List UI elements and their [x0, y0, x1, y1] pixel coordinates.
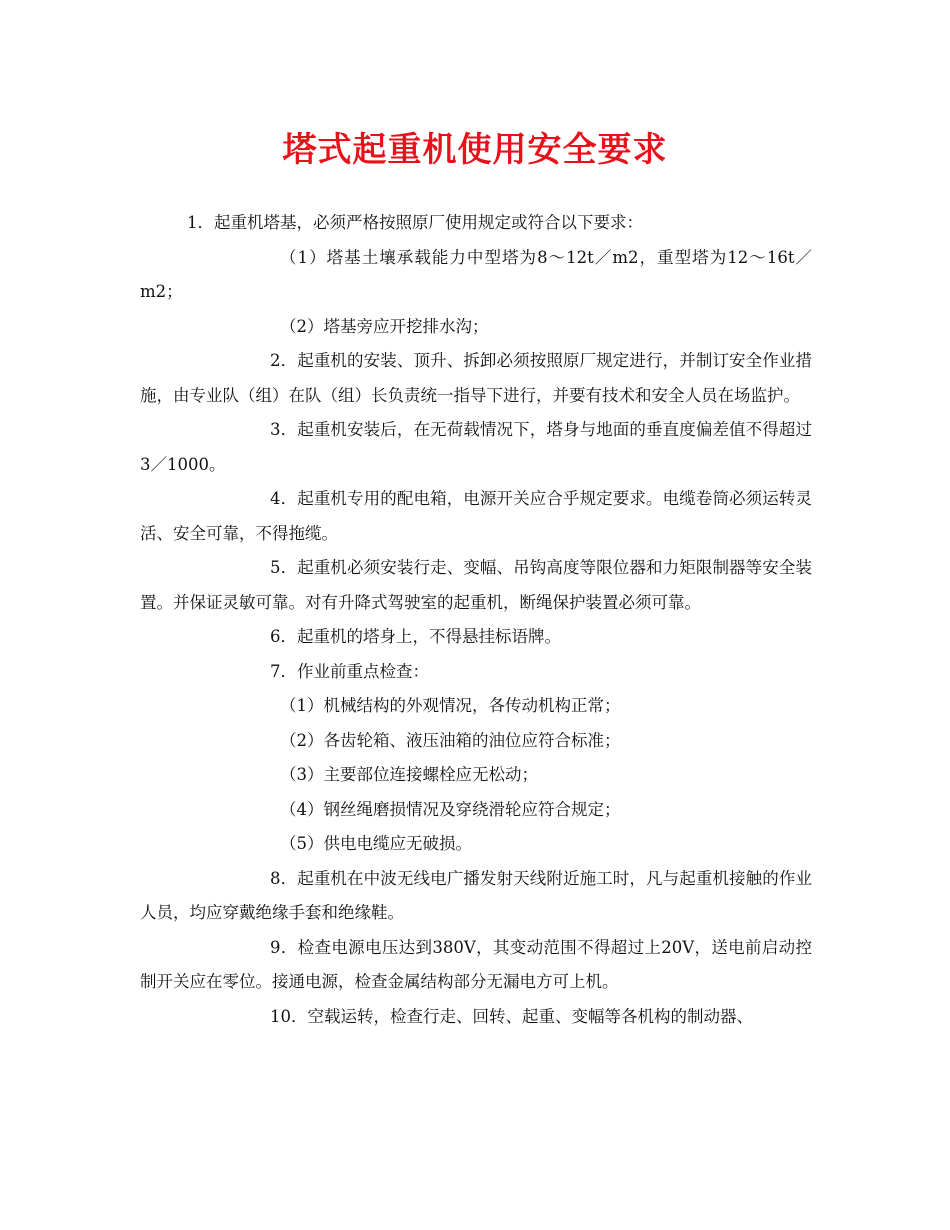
paragraph-10: 10．空载运转，检查行走、回转、起重、变幅等各机构的制动器、	[270, 1006, 753, 1026]
paragraph-1: 1．起重机塔基，必须严格按照原厂使用规定或符合以下要求：	[187, 213, 643, 232]
paragraph-2: 2．起重机的安装、顶升、拆卸必须按照原厂规定进行，并制订安全作业措施，由专业队（组）在队（组）长负责统一指导下进行，并要有技术和安全人员在场监护。	[140, 351, 812, 405]
paragraph-5: 5．起重机必须安装行走、变幅、吊钩高度等限位器和力矩限制器等安全装置。并保证灵敏可靠。对有升降式驾驶室的起重机，断绳保护装置必须可靠。	[140, 558, 812, 612]
paragraph-3: 3．起重机安装后，在无荷载情况下，塔身与地面的垂直度偏差值不得超过3／1000。	[140, 420, 812, 474]
paragraph-9: 9．检查电源电压达到380V，其变动范围不得超过上20V，送电前启动控制开关应在零位。接通电源，检查金属结构部分无漏电方可上机。	[140, 937, 812, 991]
paragraph-7-1: （1）机械结构的外观情况，各传动机构正常；	[280, 696, 621, 715]
document-title: 塔式起重机使用安全要求	[282, 130, 668, 170]
paragraph-7-3: （3）主要部位连接螺栓应无松动；	[280, 765, 538, 784]
paragraph-1-2: （2）塔基旁应开挖排水沟；	[280, 316, 489, 336]
paragraph-7-5: （5）供电电缆应无破损。	[280, 834, 472, 853]
document-body	[140, 206, 812, 1034]
paragraph-7-2: （2）各齿轮箱、液压油箱的油位应符合标准；	[280, 730, 621, 750]
paragraph-7-4: （4）钢丝绳磨损情况及穿绕滑轮应符合规定；	[280, 799, 621, 819]
paragraph-4: 4．起重机专用的配电箱，电源开关应合乎规定要求。电缆卷筒必须运转灵活、安全可靠，不得拖缆。	[140, 489, 812, 543]
paragraph-7: 7．作业前重点检查：	[270, 661, 429, 681]
paragraph-8: 8．起重机在中波无线电广播发射天线附近施工时，凡与起重机接触的作业人员，均应穿戴绝缘手套和绝缘鞋。	[140, 868, 812, 922]
paragraph-6: 6．起重机的塔身上，不得悬挂标语牌。	[270, 627, 561, 646]
paragraph-1-1: （1）塔基土壤承载能力中型塔为8～12t／m2，重型塔为12～16t／m2；	[140, 247, 812, 301]
